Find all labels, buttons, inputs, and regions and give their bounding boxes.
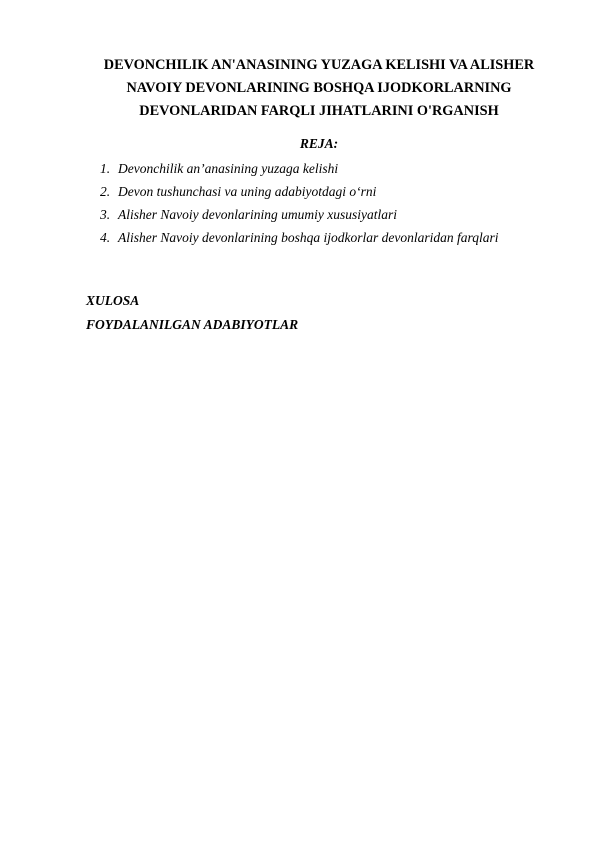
plan-item-number: 3. [100, 207, 111, 222]
plan-item-text: Devonchilik an’anasining yuzaga kelishi [118, 161, 339, 176]
conclusion-heading: XULOSA [86, 293, 140, 308]
plan-heading: REJA: [299, 136, 339, 151]
plan-item-number: 1. [100, 161, 111, 176]
plan-item-text: Alisher Navoiy devonlarining boshqa ijodkorlar devonlaridan farqlari [118, 230, 499, 245]
references-heading: FOYDALANILGAN ADABIYOTLAR [86, 317, 299, 332]
plan-item-number: 2. [100, 184, 111, 199]
document-title [60, 54, 578, 123]
plan-list [100, 157, 498, 249]
title-line-2: NAVOIY DEVONLARINING BOSHQA IJODKORLARNING [126, 80, 512, 96]
plan-item-2 [100, 180, 498, 203]
plan-item-number: 4. [100, 230, 111, 245]
plan-item-1 [100, 157, 498, 180]
title-line-1: DEVONCHILIK AN'ANASINING YUZAGA KELISHI VA ALISHER [103, 57, 535, 73]
title-line-3: DEVONLARIDAN FARQLI JIHATLARINI O'RGANISH [139, 103, 499, 119]
plan-item-3 [100, 203, 498, 226]
plan-item-4 [100, 226, 498, 249]
plan-item-text: Devon tushunchasi va uning adabiyotdagi o‘rni [118, 184, 377, 199]
plan-item-text: Alisher Navoiy devonlarining umumiy xususiyatlari [118, 207, 397, 222]
